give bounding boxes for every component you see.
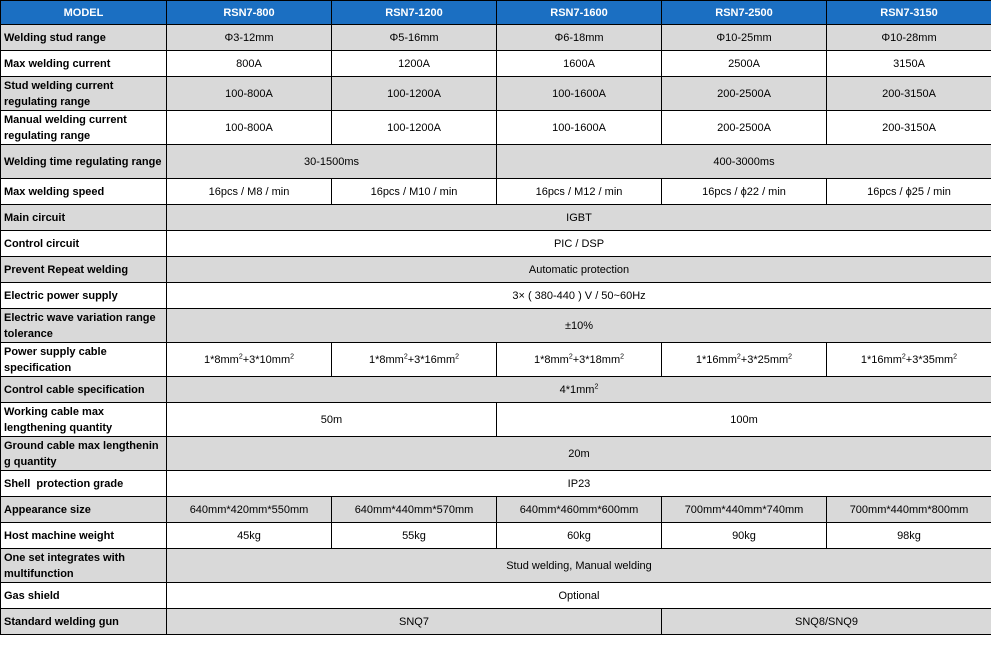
model-rsn7-1600: RSN7-1600 [497, 1, 662, 25]
cell: Φ6-18mm [497, 25, 662, 51]
cell: 200-3150A [827, 111, 991, 145]
row-wave-tolerance [1, 309, 991, 343]
row-working-cable [1, 403, 991, 437]
cell: 1200A [332, 51, 497, 77]
row-label: Main circuit [1, 205, 167, 231]
row-label: Max welding current [1, 51, 167, 77]
cell: 100-1200A [332, 77, 497, 111]
model-rsn7-1200: RSN7-1200 [332, 1, 497, 25]
cell: $4*1mm^2$ [167, 377, 991, 403]
row-label: Control cable specification [1, 377, 167, 403]
row-label: Power supply cable specification [1, 343, 167, 377]
row-label: Stud welding current regulating range [1, 77, 167, 111]
row-label: Electric wave variation range tolerance [1, 309, 167, 343]
cell: $1*8mm^2+3*18mm^2$ [497, 343, 662, 377]
row-prevent-repeat [1, 257, 991, 283]
row-label: Electric power supply [1, 283, 167, 309]
cell: Stud welding, Manual welding [167, 549, 991, 583]
cell: IGBT [167, 205, 991, 231]
cell: 640mm*420mm*550mm [167, 497, 332, 523]
header-row [1, 1, 991, 25]
cell: 55kg [332, 523, 497, 549]
row-label: Manual welding current regulating range [1, 111, 167, 145]
cell: 60kg [497, 523, 662, 549]
cell: 400-3000ms [497, 145, 991, 179]
model-rsn7-2500: RSN7-2500 [662, 1, 827, 25]
row-label: Ground cable max lengthenin g quantity [1, 437, 167, 471]
row-label: Shell protection grade [1, 471, 167, 497]
row-manual-current [1, 111, 991, 145]
model-rsn7-800: RSN7-800 [167, 1, 332, 25]
row-main-circuit [1, 205, 991, 231]
cell: 800A [167, 51, 332, 77]
cell: SNQ7 [167, 609, 662, 635]
cell: Optional [167, 583, 991, 609]
row-power-supply [1, 283, 991, 309]
cell: Φ5-16mm [332, 25, 497, 51]
row-max-current [1, 51, 991, 77]
row-gas-shield [1, 583, 991, 609]
cell: $1*8mm^2+3*10mm^2$ [167, 343, 332, 377]
row-ground-cable [1, 437, 991, 471]
cell: 16pcs / M12 / min [497, 179, 662, 205]
cell: 100-800A [167, 77, 332, 111]
cell: Φ10-28mm [827, 25, 991, 51]
cell: 200-3150A [827, 77, 991, 111]
cell: 30-1500ms [167, 145, 497, 179]
row-label: One set integrates with multifunction [1, 549, 167, 583]
cell: 100-1200A [332, 111, 497, 145]
cell: $1*16mm^2+3*35mm^2$ [827, 343, 991, 377]
row-label: Working cable max lengthening quantity [1, 403, 167, 437]
cell: 3× ( 380-440 ) V / 50~60Hz [167, 283, 991, 309]
cell: 16pcs / ϕ25 / min [827, 179, 991, 205]
cell: 2500A [662, 51, 827, 77]
row-appearance [1, 497, 991, 523]
cell: $1*8mm^2+3*16mm^2$ [332, 343, 497, 377]
cell: 90kg [662, 523, 827, 549]
row-label: Host machine weight [1, 523, 167, 549]
cell: 50m [167, 403, 497, 437]
row-welding-gun [1, 609, 991, 635]
cell: 200-2500A [662, 111, 827, 145]
cell: IP23 [167, 471, 991, 497]
cell: 3150A [827, 51, 991, 77]
row-control-circuit [1, 231, 991, 257]
row-control-cable [1, 377, 991, 403]
row-label: Welding time regulating range [1, 145, 167, 179]
cell: 1600A [497, 51, 662, 77]
cell: 100-800A [167, 111, 332, 145]
cell: 16pcs / M8 / min [167, 179, 332, 205]
cell: 640mm*440mm*570mm [332, 497, 497, 523]
row-stud-current [1, 77, 991, 111]
row-shell-grade [1, 471, 991, 497]
cell: 100-1600A [497, 77, 662, 111]
model-rsn7-3150: RSN7-3150 [827, 1, 991, 25]
cell: 640mm*460mm*600mm [497, 497, 662, 523]
row-integrates [1, 549, 991, 583]
cell: SNQ8/SNQ9 [662, 609, 991, 635]
cell: 16pcs / M10 / min [332, 179, 497, 205]
row-label: Prevent Repeat welding [1, 257, 167, 283]
cell: Φ10-25mm [662, 25, 827, 51]
cell: 700mm*440mm*800mm [827, 497, 991, 523]
row-label: Control circuit [1, 231, 167, 257]
row-stud-range [1, 25, 991, 51]
row-power-cable [1, 343, 991, 377]
row-max-speed [1, 179, 991, 205]
cell: 20m [167, 437, 991, 471]
row-label: Max welding speed [1, 179, 167, 205]
cell: PIC / DSP [167, 231, 991, 257]
cell: 100-1600A [497, 111, 662, 145]
row-weight [1, 523, 991, 549]
cell: 200-2500A [662, 77, 827, 111]
cell: Φ3-12mm [167, 25, 332, 51]
cell: ±10% [167, 309, 991, 343]
row-time-range [1, 145, 991, 179]
model-header: MODEL [1, 1, 167, 25]
row-label: Gas shield [1, 583, 167, 609]
cell: 98kg [827, 523, 991, 549]
cell: 45kg [167, 523, 332, 549]
cell: Automatic protection [167, 257, 991, 283]
cell: 700mm*440mm*740mm [662, 497, 827, 523]
cell: 100m [497, 403, 991, 437]
row-label: Standard welding gun [1, 609, 167, 635]
row-label: Appearance size [1, 497, 167, 523]
row-label: Welding stud range [1, 25, 167, 51]
cell: $1*16mm^2+3*25mm^2$ [662, 343, 827, 377]
cell: 16pcs / ϕ22 / min [662, 179, 827, 205]
